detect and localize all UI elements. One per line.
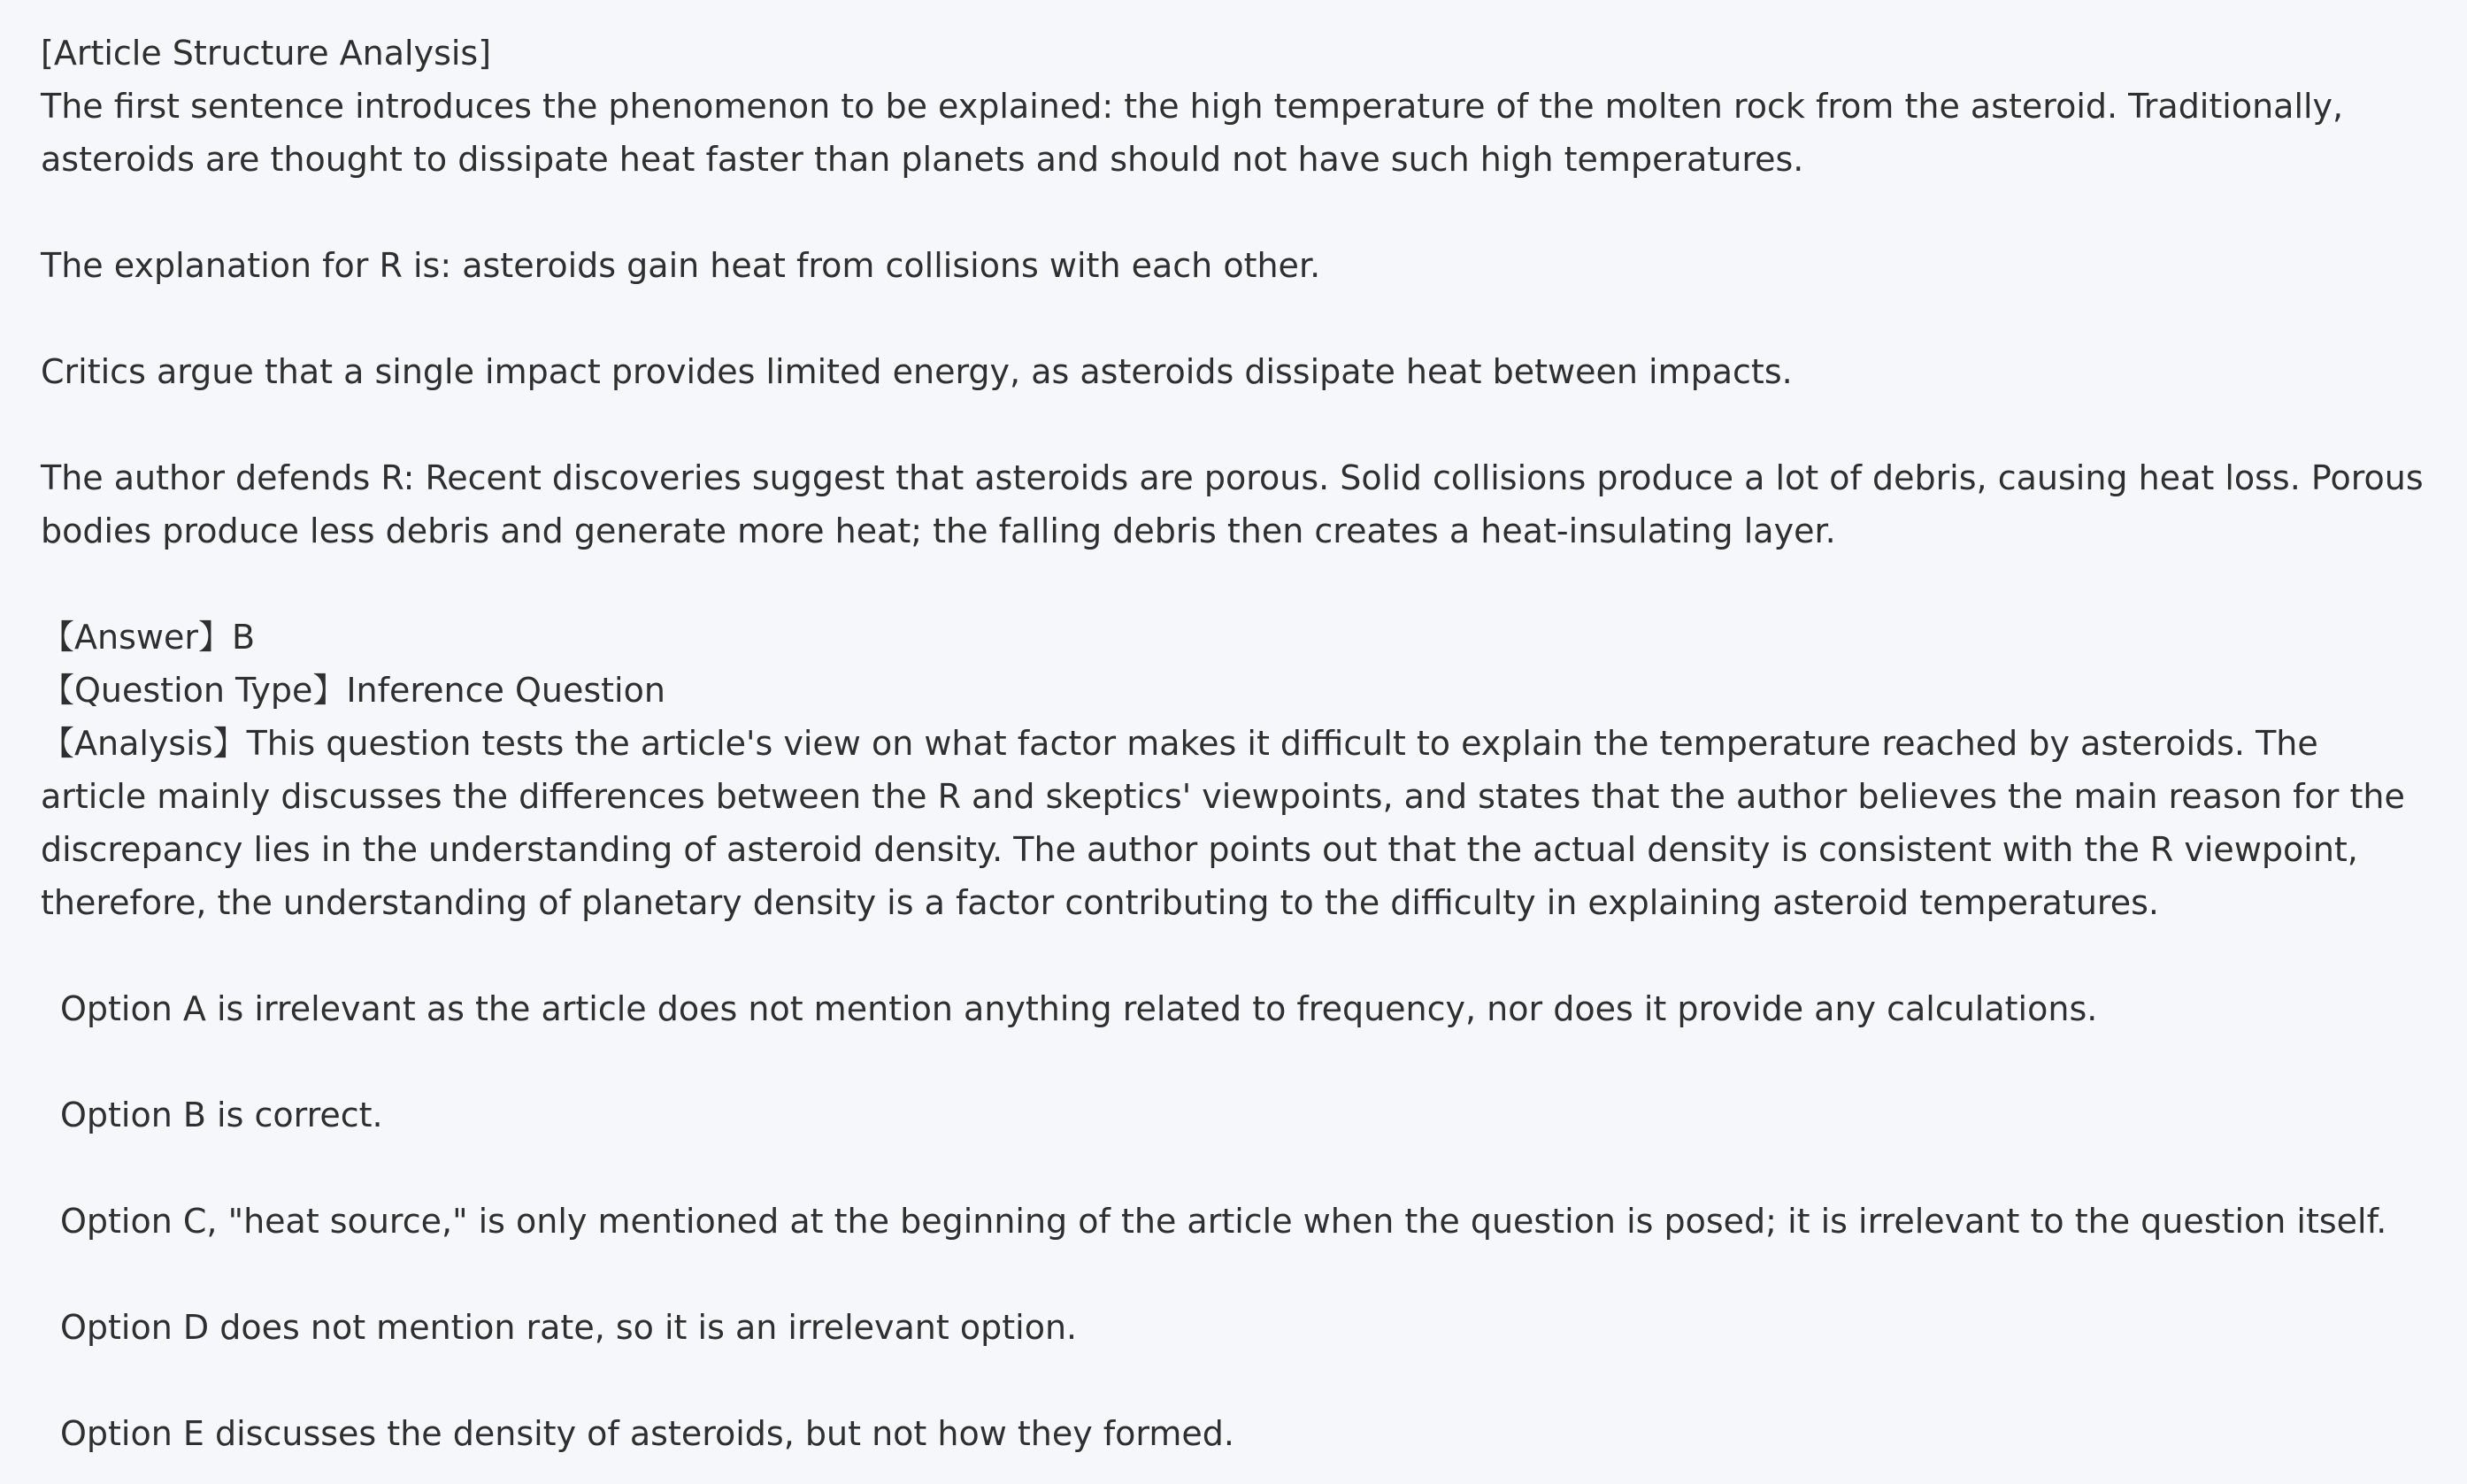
paragraph-spacer bbox=[41, 292, 2432, 345]
option-e-text: Option E discusses the density of asteroids, but not how they formed. bbox=[60, 1414, 1234, 1453]
paragraph-spacer bbox=[41, 398, 2432, 451]
paragraph-spacer bbox=[41, 1142, 2432, 1195]
paragraph-spacer bbox=[41, 186, 2432, 239]
paragraph-spacer bbox=[41, 1035, 2432, 1088]
option-d-text: Option D does not mention rate, so it is an irrelevant option. bbox=[60, 1308, 1078, 1347]
paragraph-phenomenon: The first sentence introduces the phenomenon to be explained: the high temperature of the molten rock from the asteroid. Traditionally, asteroids are thought to dissipate heat faster than planets and should not have such high temperatures. bbox=[41, 87, 2355, 179]
section-heading: [Article Structure Analysis] bbox=[41, 34, 492, 73]
paragraph-spacer bbox=[41, 1248, 2432, 1301]
option-b-text: Option B is correct. bbox=[60, 1096, 383, 1134]
option-a-text: Option A is irrelevant as the article does not mention anything related to frequency, nor does it provide any calculations. bbox=[60, 989, 2098, 1028]
paragraph-critics: Critics argue that a single impact provides limited energy, as asteroids dissipate heat between impacts. bbox=[41, 352, 1793, 391]
paragraph-spacer bbox=[41, 929, 2432, 982]
analysis-paragraph: 【Analysis】This question tests the article's view on what factor makes it difficult to explain the temperature reached by asteroids. The article mainly discusses the differences between the R and skeptics' viewpoints, and states that the author believes the main reason for the discrepancy lies in the understanding of asteroid density. The author points out that the actual density is consistent with the R viewpoint, therefore, the understanding of planetary density is a factor contributing to the difficulty in explaining asteroid temperatures. bbox=[41, 724, 2416, 922]
paragraph-author-defense: The author defends R: Recent discoveries suggest that asteroids are porous. Solid collisions produce a lot of debris, causing heat loss. Porous bodies produce less debris and generate more heat; the falling debris then creates a heat-insulating layer. bbox=[41, 458, 2434, 550]
question-type-label: 【Question Type】Inference Question bbox=[41, 671, 665, 710]
answer-label: 【Answer】B bbox=[41, 618, 256, 657]
paragraph-explanation: The explanation for R is: asteroids gain heat from collisions with each other. bbox=[41, 246, 1321, 285]
paragraph-spacer bbox=[41, 557, 2432, 611]
paragraph-spacer bbox=[41, 1354, 2432, 1407]
option-c-text: Option C, "heat source," is only mentioned at the beginning of the article when the question is posed; it is irrelevant to the question itself. bbox=[60, 1202, 2387, 1241]
